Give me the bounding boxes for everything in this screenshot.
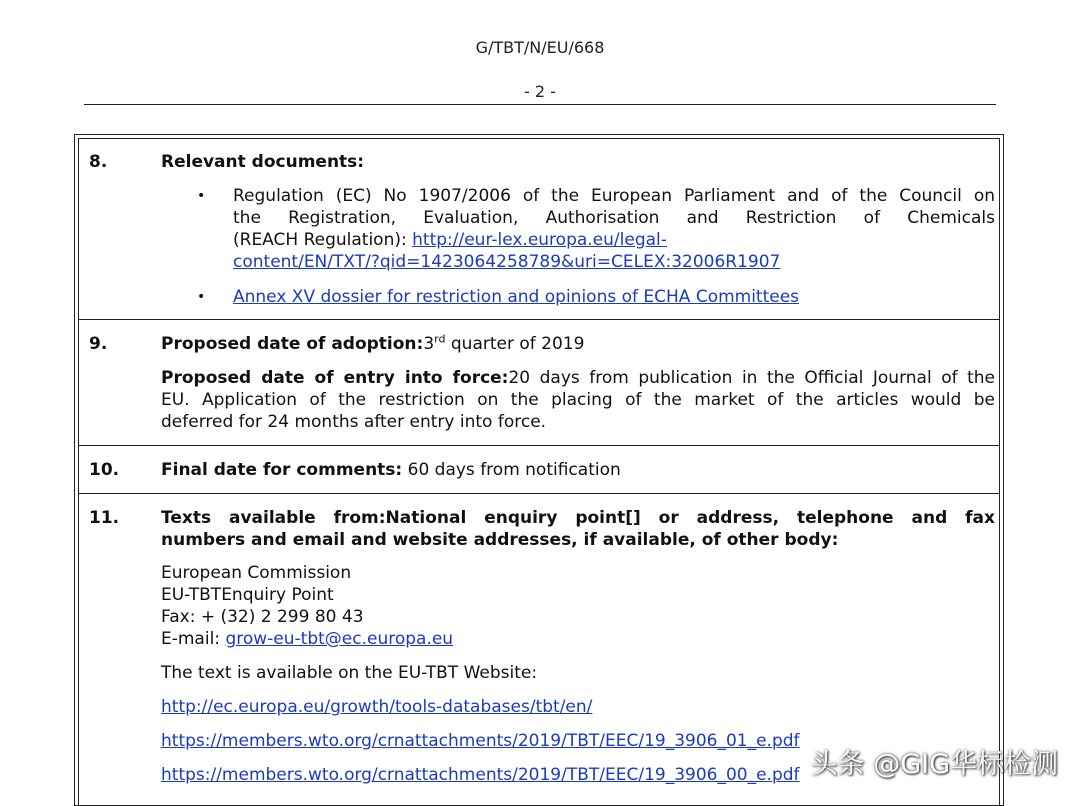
- entry-force-label: Proposed date of entry into force:: [161, 368, 509, 388]
- bullet-1: •: [197, 188, 206, 204]
- section-9-number: 9.: [89, 334, 108, 354]
- comments-value: 60 days from notification: [402, 460, 621, 480]
- availability-text: The text is available on the EU-TBT Website:: [161, 663, 538, 683]
- row-divider-8-9: [79, 319, 999, 320]
- adoption-label: Proposed date of adoption:: [161, 334, 424, 354]
- reach-line-2: the Registration, Evaluation, Authorisation and Restriction of Chemicals: [233, 208, 995, 228]
- entry-force-line-3: deferred for 24 months after entry into force.: [161, 412, 547, 432]
- document-code: G/TBT/N/EU/668: [475, 38, 605, 57]
- texts-available-label-line-1: Texts available from:National enquiry point[] or address, telephone and fax: [161, 508, 995, 528]
- section-11-number: 11.: [89, 508, 120, 528]
- comments-date-line: [161, 459, 621, 481]
- eur-lex-link-part-1[interactable]: http://eur-lex.europa.eu/legal-: [412, 230, 667, 250]
- reach-line-3-text: (REACH Regulation):: [233, 230, 413, 250]
- address-line-1: European Commission: [161, 563, 352, 583]
- header-rule: [84, 104, 996, 105]
- fax-number: Fax: + (32) 2 299 80 43: [161, 607, 364, 627]
- annex-xv-link-text[interactable]: Annex XV dossier for restriction and opinions of ECHA Committees: [233, 287, 800, 307]
- notification-table-inner: [78, 138, 1000, 805]
- wto-attachment-link-01-wrap[interactable]: [161, 730, 800, 752]
- bullet-2: •: [197, 289, 206, 305]
- adoption-value-pre: 3: [423, 334, 435, 354]
- section-10-number: 10.: [89, 460, 120, 480]
- eur-lex-link-part-2[interactable]: content/EN/TXT/?qid=1423064258789&uri=CELEX:32006R1907: [233, 252, 781, 272]
- section-8-number: 8.: [89, 152, 108, 172]
- annex-xv-link[interactable]: [233, 286, 799, 308]
- eu-tbt-website-link-wrap[interactable]: [161, 696, 592, 718]
- entry-force-value: 20 days from publication in the Official Journal of the: [508, 368, 995, 388]
- row-divider-9-10: [79, 445, 999, 446]
- section-8-title: Relevant documents:: [161, 152, 365, 172]
- wto-attachment-link-01[interactable]: https://members.wto.org/crnattachments/2019/TBT/EEC/19_3906_01_e.pdf: [161, 731, 800, 751]
- wto-attachment-link-00[interactable]: https://members.wto.org/crnattachments/2019/TBT/EEC/19_3906_00_e.pdf: [161, 765, 800, 785]
- bullet-1-text: [233, 185, 995, 273]
- notification-table: [74, 134, 1004, 806]
- reach-line-1: Regulation (EC) No 1907/2006 of the European Parliament and of the Council on: [233, 186, 995, 206]
- email-link[interactable]: grow-eu-tbt@ec.europa.eu: [225, 629, 454, 649]
- adoption-date-line: [161, 333, 584, 355]
- address-line-2: EU-TBTEnquiry Point: [161, 585, 334, 605]
- texts-available-label-line-2: numbers and email and website addresses, if available, of other body:: [161, 530, 839, 550]
- adoption-value-sup: rd: [434, 332, 446, 346]
- wto-attachment-link-00-wrap[interactable]: [161, 764, 800, 786]
- watermark: 头条 @GIG华标检测: [810, 749, 1058, 780]
- reach-line-3: [233, 229, 995, 251]
- row-divider-10-11: [79, 493, 999, 494]
- eu-tbt-website-link[interactable]: http://ec.europa.eu/growth/tools-databases/tbt/en/: [161, 697, 593, 717]
- comments-label: Final date for comments:: [161, 460, 403, 480]
- email-label: E-mail:: [161, 629, 226, 649]
- entry-force-line-2: EU. Application of the restriction on the placing of the market of the articles would be: [161, 390, 995, 410]
- entry-force-line-1: [161, 367, 995, 389]
- adoption-value-post: quarter of 2019: [445, 334, 585, 354]
- page-number: - 2 -: [524, 82, 556, 101]
- email-line: [161, 628, 453, 650]
